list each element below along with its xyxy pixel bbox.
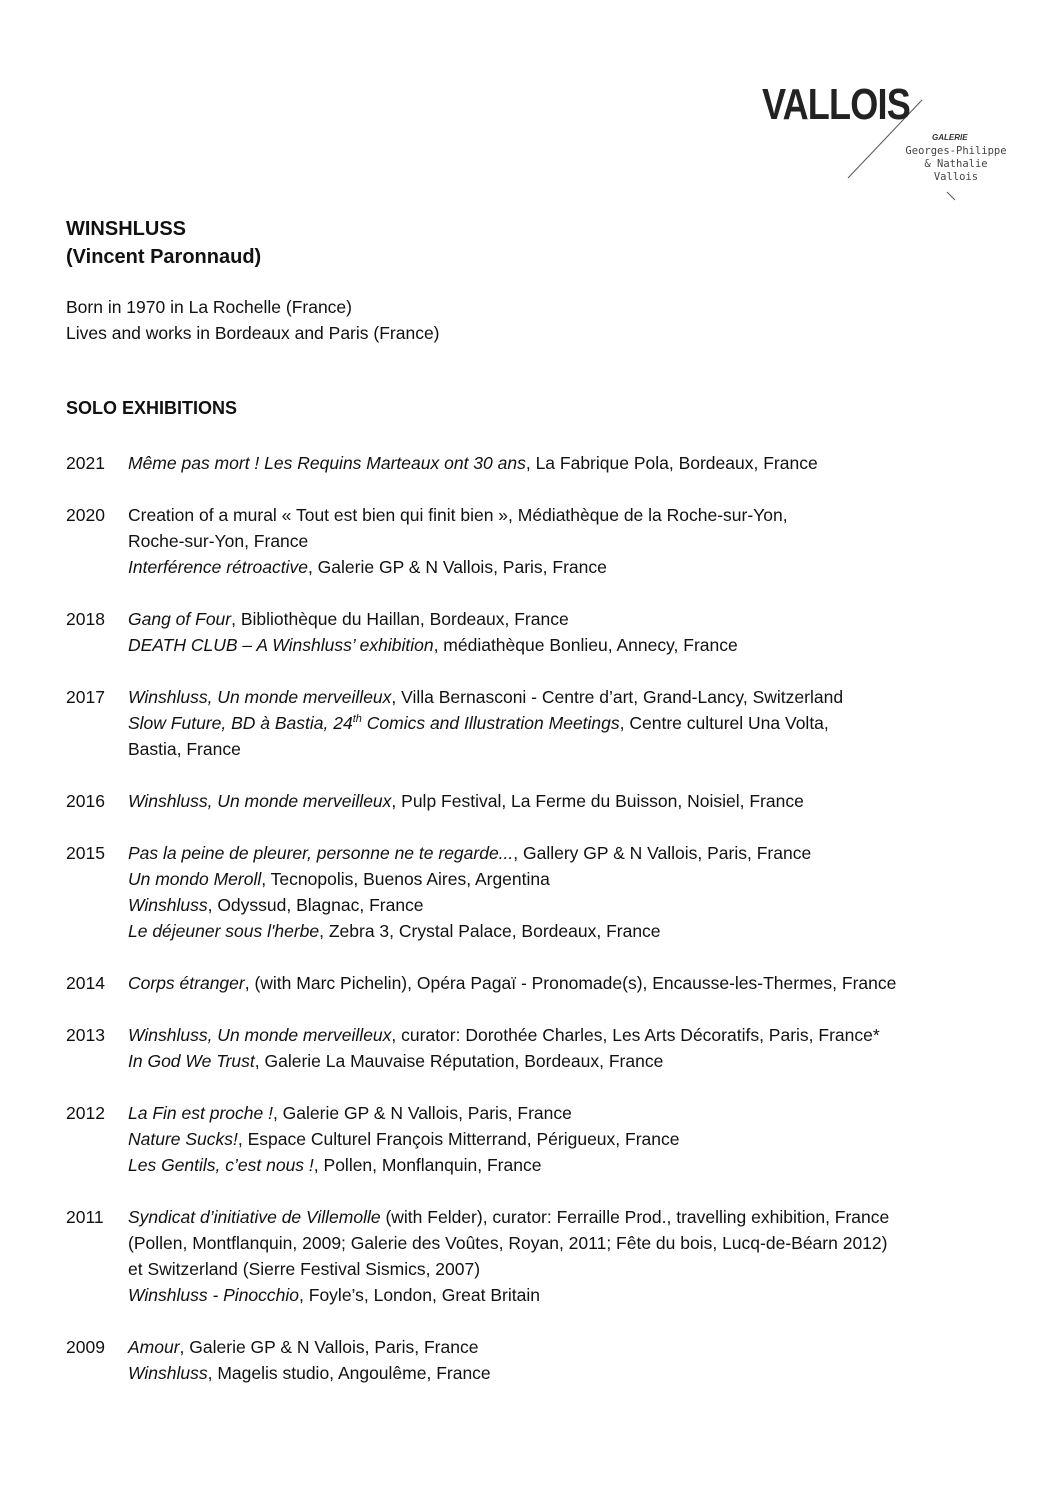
exhibition-entry (66, 1204, 1056, 1308)
exhibition-line (128, 606, 1056, 632)
exhibition-items (128, 1022, 1056, 1074)
exhibition-line (128, 502, 1056, 528)
section-title: SOLO EXHIBITIONS (66, 398, 238, 418)
exhibition-year: 2020 (66, 505, 105, 525)
exhibition-entry (66, 502, 1056, 580)
exhibition-details: , (with Marc Pichelin), Opéra Pagaï - Pronomade(s), Encausse-les-Thermes, France (244, 973, 897, 993)
exhibition-details: , Bibliothèque du Haillan, Bordeaux, France (231, 609, 569, 629)
bio-lives: Lives and works in Bordeaux and Paris (France) (66, 323, 440, 343)
exhibition-details: , Galerie GP & N Vallois, Paris, France (307, 557, 607, 577)
exhibition-items (128, 606, 1056, 658)
exhibition-line (128, 1126, 1056, 1152)
exhibition-line (128, 450, 1056, 476)
exhibition-line (128, 684, 1056, 710)
exhibition-line-continued: et Switzerland (Sierre Festival Sismics, 2007) (128, 1259, 481, 1279)
exhibition-title: Syndicat d’initiative de Villemolle (128, 1207, 381, 1227)
exhibition-details: , Pulp Festival, La Ferme du Buisson, Noisiel, France (391, 791, 804, 811)
exhibition-title: Winshluss, Un monde merveilleux (128, 687, 392, 707)
exhibition-entry (66, 1100, 1056, 1178)
exhibition-line-continued: Roche-sur-Yon, France (128, 531, 309, 551)
artist-bio (66, 294, 440, 346)
exhibition-line (128, 1282, 1056, 1308)
exhibition-entry (66, 684, 1056, 762)
exhibition-entry (66, 606, 1056, 658)
exhibition-title: Winshluss - Pinocchio (128, 1285, 300, 1305)
superscript: th (352, 713, 362, 726)
exhibition-line (128, 554, 1056, 580)
exhibition-details: , Tecnopolis, Buenos Aires, Argentina (261, 869, 550, 889)
exhibition-year: 2016 (66, 791, 105, 811)
exhibition-details: , Galerie GP & N Vallois, Paris, France (272, 1103, 572, 1123)
exhibition-year: 2014 (66, 973, 105, 993)
exhibition-details: , Galerie La Mauvaise Réputation, Bordeaux, France (254, 1051, 664, 1071)
exhibition-details: Creation of a mural « Tout est bien qui finit bien », Médiathèque de la Roche-sur-Yon, (128, 505, 788, 525)
exhibition-entry (66, 1022, 1056, 1074)
exhibition-title: Un mondo Meroll (128, 869, 262, 889)
exhibition-details: , La Fabrique Pola, Bordeaux, France (525, 453, 818, 473)
exhibition-title: Nature Sucks! (128, 1129, 238, 1149)
exhibition-details: , Foyle’s, London, Great Britain (299, 1285, 540, 1305)
exhibition-details: , Centre culturel Una Volta, (619, 713, 829, 733)
exhibition-line-continued: Bastia, France (128, 739, 241, 759)
artist-heading (66, 215, 261, 271)
exhibition-details: , Magelis studio, Angoulême, France (207, 1363, 491, 1383)
exhibition-details: , Galerie GP & N Vallois, Paris, France (179, 1337, 479, 1357)
exhibition-entry (66, 788, 1056, 814)
exhibition-line (128, 710, 1056, 736)
exhibition-title: Comics and Illustration Meetings (361, 713, 620, 733)
exhibition-entry (66, 450, 1056, 476)
exhibition-year: 2009 (66, 1337, 105, 1357)
exhibition-line (128, 1152, 1056, 1178)
exhibition-details: , Odyssud, Blagnac, France (207, 895, 424, 915)
logo-line: Georges-Philippe (905, 145, 1007, 157)
exhibition-line (128, 866, 1056, 892)
exhibition-items (128, 1100, 1056, 1178)
exhibition-details: , Espace Culturel François Mitterrand, Périgueux, France (237, 1129, 680, 1149)
exhibition-details: , Zebra 3, Crystal Palace, Bordeaux, France (319, 921, 661, 941)
logo-line: Vallois (933, 171, 979, 183)
exhibition-year: 2021 (66, 453, 105, 473)
artist-real-name: (Vincent Paronnaud) (66, 246, 262, 268)
exhibition-items (128, 788, 1056, 814)
logo-galerie-label: GALERIE (932, 133, 968, 142)
exhibition-line (128, 632, 1056, 658)
logo-subtitle (896, 145, 1016, 184)
exhibition-title: In God We Trust (128, 1051, 255, 1071)
exhibition-details: , Pollen, Monflanquin, France (313, 1155, 542, 1175)
exhibition-title: Interférence rétroactive (128, 557, 308, 577)
exhibition-line (128, 1022, 1056, 1048)
exhibition-title: Slow Future, BD à Bastia, 24 (128, 713, 353, 733)
exhibition-line (128, 1360, 1056, 1386)
exhibition-list (66, 450, 1056, 1412)
exhibition-year: 2018 (66, 609, 105, 629)
exhibition-year: 2017 (66, 687, 105, 707)
exhibition-details: (with Felder), curator: Ferraille Prod., travelling exhibition, France (380, 1207, 890, 1227)
exhibition-details: , curator: Dorothée Charles, Les Arts Décoratifs, Paris, France* (391, 1025, 880, 1045)
bio-born: Born in 1970 in La Rochelle (France) (66, 297, 352, 317)
exhibition-entry (66, 1334, 1056, 1386)
artist-name: WINSHLUSS (66, 218, 186, 240)
exhibition-line-continued: (Pollen, Montflanquin, 2009; Galerie des Voûtes, Royan, 2011; Fête du bois, Lucq-de-Béarn 2012) (128, 1233, 888, 1253)
exhibition-items (128, 1204, 1056, 1308)
exhibition-title: DEATH CLUB – A Winshluss’ exhibition (128, 635, 434, 655)
exhibition-line (128, 1334, 1056, 1360)
exhibition-line (128, 1048, 1056, 1074)
exhibition-items (128, 840, 1056, 944)
exhibition-items (128, 1334, 1056, 1386)
exhibition-line (128, 970, 1056, 996)
exhibition-details: , Villa Bernasconi - Centre d’art, Grand-Lancy, Switzerland (391, 687, 844, 707)
exhibition-year: 2013 (66, 1025, 105, 1045)
exhibition-title: Gang of Four (128, 609, 232, 629)
exhibition-items (128, 684, 1056, 762)
exhibition-title: Winshluss (128, 1363, 208, 1383)
exhibition-title: Corps étranger (128, 973, 245, 993)
exhibition-line (128, 788, 1056, 814)
exhibition-title: Winshluss, Un monde merveilleux (128, 1025, 392, 1045)
exhibition-year: 2012 (66, 1103, 105, 1123)
gallery-logo (760, 80, 1050, 210)
exhibition-title: Pas la peine de pleurer, personne ne te regarde... (128, 843, 514, 863)
exhibition-line (128, 892, 1056, 918)
logo-line: & Nathalie (924, 158, 988, 170)
exhibition-entry (66, 840, 1056, 944)
exhibition-line (128, 840, 1056, 866)
exhibition-title: Winshluss, Un monde merveilleux (128, 791, 392, 811)
exhibition-entry (66, 970, 1056, 996)
exhibition-line (128, 1100, 1056, 1126)
exhibition-items (128, 502, 1056, 580)
exhibition-title: Le déjeuner sous l'herbe (128, 921, 320, 941)
exhibition-title: Winshluss (128, 895, 208, 915)
exhibition-items (128, 970, 1056, 996)
exhibition-year: 2015 (66, 843, 105, 863)
exhibition-line (128, 1204, 1056, 1230)
exhibition-items (128, 450, 1056, 476)
exhibition-title: Même pas mort ! Les Requins Marteaux ont 30 ans (128, 453, 526, 473)
exhibition-details: , Gallery GP & N Vallois, Paris, France (513, 843, 812, 863)
exhibition-line (128, 918, 1056, 944)
exhibition-year: 2011 (66, 1207, 104, 1227)
exhibition-title: Amour (128, 1337, 180, 1357)
exhibition-title: La Fin est proche ! (128, 1103, 273, 1123)
logo-wordmark: VALLOIS (762, 80, 910, 129)
exhibition-title: Les Gentils, c’est nous ! (128, 1155, 314, 1175)
exhibition-details: , médiathèque Bonlieu, Annecy, France (433, 635, 738, 655)
